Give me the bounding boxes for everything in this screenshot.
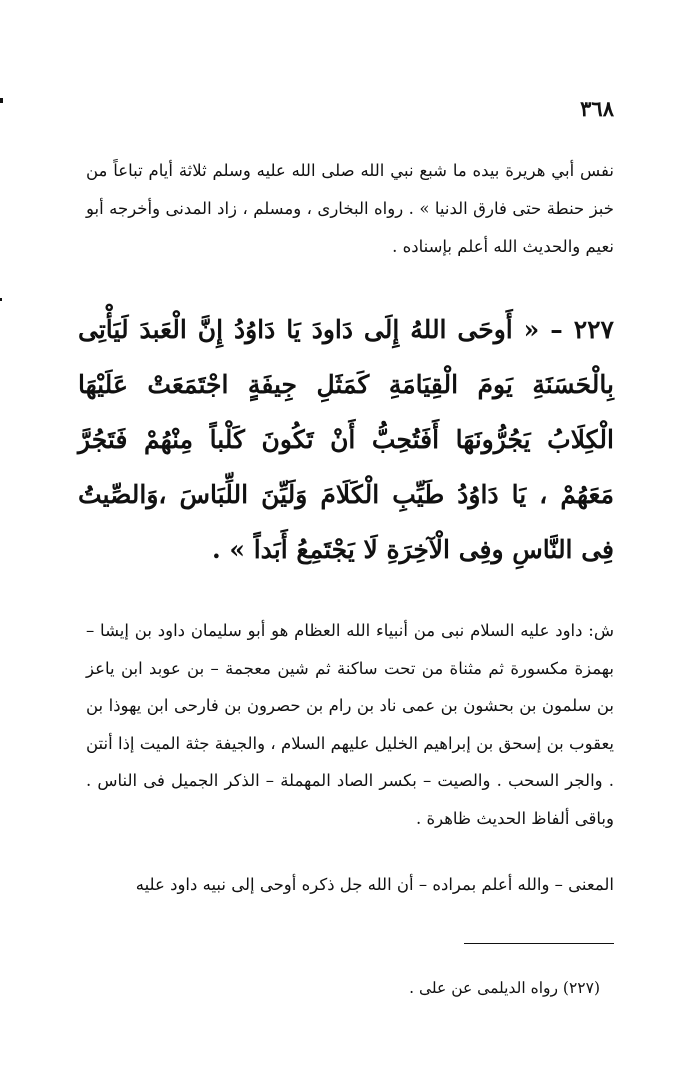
top-paragraph: نفس أبي هريرة بيده ما شبع نبي الله صلى الله عليه وسلم ثلاثة أيام تباعاً من خبز حنطة حتى فارق الدنيا » . رواه البخارى ، ومسلم ، زاد المدنى وأخرجه أبو نعيم والحديث الله أعلم بإسناده .: [86, 161, 614, 256]
meaning-paragraph: المعنى – والله أعلم بمراده – أن الله جل ذكره أوحى إلى نبيه داود عليه: [135, 875, 614, 894]
hadith-body: – « أَوحَى اللهُ إِلَى دَاودَ يَا دَاوُدُ إِنَّ الْعَبدَ لَيَأْتِى بِالْحَسَنَةِ يَومَ الْقِيَامَةِ كَمَثَلِ جِيفَةٍ اجْتَمَعَتْ عَلَيْهَا الْكِلَابُ يَجُرُّونَهَا أَفَتُحِبُّ أَنْ تَكُونَ كَلْباً مِنْهُمْ فَتَجُرَّ مَعَهُمْ ، يَا دَاوُدُ طَيِّبِ الْكَلَامَ وَلَيِّنَ اللِّبَاسَ ،وَالصِّيتُ فِى النَّاسِ وفِى الْآخِرَةِ لَا يَجْتَمِعُ أَبَداً » .: [78, 315, 614, 564]
scan-margin-mark: [0, 98, 3, 103]
footnote: (٢٢٧) رواه الديلمى عن على .: [409, 979, 600, 997]
page-number: ٣٦٨: [580, 96, 614, 121]
footnote-divider: [464, 943, 614, 944]
hadith-number: ٢٢٧: [573, 315, 614, 344]
commentary-paragraph: ش: داود عليه السلام نبى من أنبياء الله العظام هو أبو سليمان داود بن إيشا – بهمزة مكسورة ثم مثناة من تحت ساكنة ثم شين معجمة – بن عوبد ابن ياعز بن سلمون بن بحشون بن عمى ناد بن رام بن حصرون بن فارحى ابن يهوذا بن يعقوب بن إسحق بن إبراهيم الخليل عليهم السلام ، والجيفة جثة الميت إذا أنتن . والجر السحب . والصيت – بكسر الصاد المهملة – الذكر الجميل فى الناس . وباقى ألفاظ الحديث ظاهرة .: [86, 621, 614, 828]
hadith-text: [78, 302, 614, 577]
scan-margin-mark: [0, 298, 2, 301]
